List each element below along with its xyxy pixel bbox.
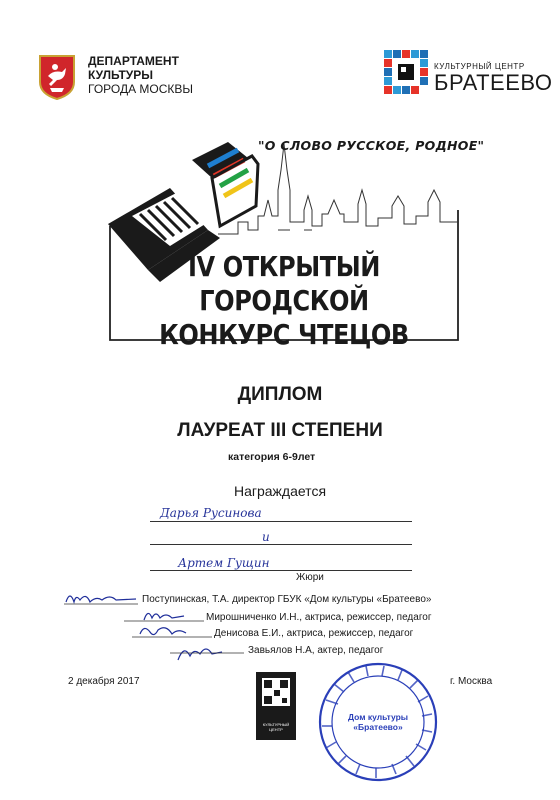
center-type-label: КУЛЬТУРНЫЙ ЦЕНТР xyxy=(434,62,525,71)
jury-member-2: Мирошниченко И.Н., актриса, режиссер, педагог xyxy=(206,612,432,623)
laureate-degree: ЛАУРЕАТ III СТЕПЕНИ xyxy=(177,420,383,441)
contest-motto: "О СЛОВО РУССКОЕ, РОДНОЕ" xyxy=(258,138,485,153)
department-name xyxy=(88,54,193,96)
qr-pattern-icon xyxy=(262,678,290,706)
recipient-and: и xyxy=(262,530,270,544)
moscow-coat-of-arms-icon xyxy=(38,54,76,100)
diploma-heading: ДИПЛОМ xyxy=(237,384,323,405)
jury-member-3: Денисова Е.И., актриса, режиссер, педагог xyxy=(214,628,414,639)
age-category: категория 6-9лет xyxy=(228,451,316,463)
recipient-1-name: Дарья Русинова xyxy=(160,506,262,520)
contest-title-line-2: КОНКУРС ЧТЕЦОВ xyxy=(159,318,409,351)
awarded-label: Награждается xyxy=(233,483,327,499)
brateevo-mosaic-logo xyxy=(384,50,428,94)
qr-logo xyxy=(256,672,296,740)
award-date: 2 декабря 2017 xyxy=(68,676,140,687)
stamp-center-text: Дом культуры «Братеево» xyxy=(347,712,409,732)
contest-title xyxy=(133,250,436,352)
dept-line-2: КУЛЬТУРЫ xyxy=(88,68,154,82)
jury-label: Жюри xyxy=(296,572,324,583)
signature-3 xyxy=(132,622,214,642)
recipient-line-1 xyxy=(150,521,412,522)
center-name: БРАТЕЕВО xyxy=(434,70,553,95)
recipient-line-2 xyxy=(150,544,412,545)
dept-line-3: ГОРОДА МОСКВЫ xyxy=(88,82,194,96)
jury-member-4: Завьялов Н.А, актер, педагог xyxy=(248,645,384,656)
award-city: г. Москва xyxy=(450,676,493,687)
dept-line-1: ДЕПАРТАМЕНТ xyxy=(88,54,179,68)
brateevo-wordmark xyxy=(434,62,552,94)
recipient-line-3 xyxy=(150,570,412,571)
qr-caption: КУЛЬТУРНЫЙ ЦЕНТР xyxy=(262,722,290,732)
jury-member-1: Поступинская, Т.А. директор ГБУК «Дом культуры «Братеево» xyxy=(142,594,432,605)
signature-4 xyxy=(170,640,246,666)
contest-title-line-1: IV ОТКРЫТЫЙ ГОРОДСКОЙ xyxy=(188,250,380,317)
recipient-2-name: Артем Гущин xyxy=(178,556,270,570)
